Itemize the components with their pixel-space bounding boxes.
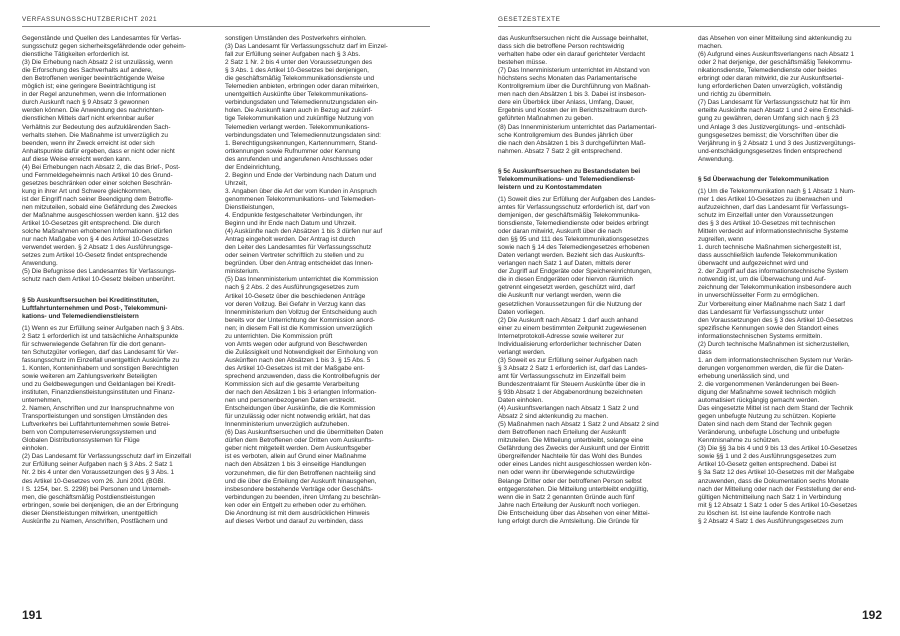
text-line: Gegenstände und Quellen des Landesamtes für Verfas- <box>22 35 182 42</box>
text-line: (6) Aufgrund eines Auskunftsverlangens nach Absatz 1 <box>698 51 855 59</box>
text-line: amtes für Verfassungsschutz erforderlich ist, darf von <box>498 203 650 211</box>
text-line: ist der Eingriff nach seiner Beendigung dem Betroffe- <box>22 195 174 203</box>
text-line: § 2 Absatz 4 Satz 1 des Ausführungsgesetzes zum <box>698 517 843 525</box>
text-line: 4. Endpunkte festgeschalteter Verbindungen, ihr <box>225 212 363 220</box>
text-line: solche Maßnahmen erhobenen Informationen dürfen <box>22 228 173 236</box>
text-line: oder daran mitwirkt, Auskunft über die nach <box>498 228 622 236</box>
text-line: (4) Auskunftsverlangen nach Absatz 1 Satz 2 und <box>498 405 639 413</box>
text-line: derungen vorgenommen werden, die für die Daten- <box>698 364 845 372</box>
text-line: sungsschutz gegen sicherheitsgefährdende oder geheim- <box>22 43 186 51</box>
text-line: verbindungen zu beenden, ihren Umfang zu beschrän- <box>225 493 381 501</box>
text-line: wenn die in Satz 2 genannten Gründe auch fünf <box>498 493 635 501</box>
text-line: ken oder ein Entgelt zu erheben oder zu erhöhen. <box>225 501 367 509</box>
text-line: Die Anordnung ist mit dem ausdrücklichen Hinweis <box>225 509 370 517</box>
text-line: spezifische Kennungen sowie den Standort eines <box>698 324 839 332</box>
right-page <box>450 0 900 636</box>
text-line: die Zulässigkeit und Notwendigkeit der Einholung von <box>225 348 378 356</box>
text-line: nahmen. Absatz 7 Satz 2 gilt entsprechend. <box>498 147 623 155</box>
text-line: nikationsdienste, Telemediendienste oder beides <box>698 67 837 75</box>
text-line: (3) Die §§ 3a bis 4 und 9 bis 13 des Artikel 10-Gesetzes <box>698 445 858 453</box>
text-line: mer 1 des Artikel 10-Gesetzes zu überwachen und <box>698 195 843 203</box>
page-number: 191 <box>22 608 43 622</box>
text-line: men nach den Absätzen 1 bis 3. Dabei ist insbeson- <box>498 91 647 99</box>
left-page-column-1 <box>22 35 218 597</box>
text-line: holen. Die Auskunft kann auch in Bezug auf zukünf- <box>225 107 373 115</box>
text-line: Artikel 10-Gesetz über die beschiedenen Anträge <box>225 292 366 300</box>
text-line: Daten einholen. <box>498 397 544 405</box>
text-line: das Auskunftsersuchen nicht die Aussage beinhaltet, <box>498 35 649 42</box>
text-line: das Landesamt für Verfassungsschutz unter <box>698 308 824 316</box>
text-line: der nach den Absätzen 1 bis 3 erlangten Information- <box>225 389 377 397</box>
text-line: verwendet werden. § 2 Absatz 1 des Ausführungsge- <box>22 244 173 252</box>
text-line: Anhaltspunkte dafür ergeben, dass er nicht oder nicht <box>22 147 175 155</box>
text-line: und Anlage 3 des Justizvergütungs- und -entschädi- <box>698 123 847 131</box>
text-line: amt für Verfassungsschutz im Einzelfall beim <box>498 372 626 380</box>
text-line: (5) Maßnahmen nach Absatz 1 Satz 2 und Absatz 2 sind <box>498 421 659 429</box>
text-line: § 5c Auskunftsersuchen zu Bestandsdaten bei <box>498 167 641 175</box>
text-line: gungsgesetzes bemisst; die Vorschriften über die <box>698 131 839 139</box>
text-line: beenden, wenn ihr Zweck erreicht ist oder sich <box>22 139 155 147</box>
text-line: nach § 2 Abs. 2 des Ausführungsgesetzes zum <box>225 284 359 292</box>
text-line: bern von Computerreservierungssystemen und <box>22 429 157 437</box>
text-line: (3) Die Erhebung nach Absatz 2 ist unzulässig, wenn <box>22 59 173 67</box>
text-line: dere ein Überblick über Anlass, Umfang, Dauer, <box>498 99 634 107</box>
text-line: Bundeszentralamt für Steuern Auskünfte über die in <box>498 380 646 388</box>
text-line: nen; in diesem Fall ist die Kommission unverzüglich <box>225 324 373 332</box>
text-line: § 3 Abs. 1 des Artikel 10-Gesetzes bei denjenigen, <box>225 67 369 75</box>
text-line: einer zu einem bestimmten Zeitpunkt zugewiesenen <box>498 324 647 332</box>
text-line: die Erforschung des Sachverhalts auf andere, <box>22 67 153 75</box>
text-line: § 5b Auskunftsersuchen bei Kreditinstituten, <box>22 296 159 304</box>
text-line: Telemedien verlangt werden. Telekommunikations- <box>225 123 370 131</box>
text-line: automatisiert rückgängig gemacht werden. <box>698 397 820 405</box>
text-line: Kommission sich auf die gesamte Verarbeitung <box>225 381 360 389</box>
text-line: einholen. <box>22 445 49 453</box>
text-line: 1. durch technische Maßnahmen sichergestellt ist, <box>698 244 842 252</box>
text-line: instituten, Finanzdienstleistungsinstituten und Finanz- <box>22 389 175 397</box>
text-line: geber nicht mitgeteilt werden. Dem Auskunftsgeber <box>225 445 371 453</box>
text-line: oder 2 hat derjenige, der geschäftsmäßig Telekommu- <box>698 59 853 67</box>
text-line: unternehmen, <box>22 397 62 405</box>
right-page-column-1 <box>498 35 694 597</box>
text-line: verlangt werden. <box>498 348 546 356</box>
text-line: sonstigen Umständen des Postverkehrs einholen. <box>225 35 367 42</box>
text-line: nach der Mitteilung oder nach der Feststellung der end- <box>698 485 857 493</box>
text-line: 2. Namen, Anschriften und zur Inanspruchnahme von <box>22 405 175 413</box>
text-line: Verhältnis zur Bedeutung des aufzuklärenden Sach- <box>22 123 171 131</box>
text-line: werden können. Die Anwendung des nachrichten- <box>22 107 165 115</box>
text-line: das Absehen von einer Mitteilung sind aktenkundig zu <box>698 35 852 42</box>
text-line: Internetprotokoll-Adresse sowie weiterer zur <box>498 332 624 340</box>
text-line: Globalen Distributionssystemen für Flüge <box>22 437 140 445</box>
text-line: kations- und Telemediendienstleistern <box>22 312 139 320</box>
text-line: gültigen Nichtmitteilung nach Satz 1 in Verbindung <box>698 493 842 501</box>
text-line: tige Telekommunikation und zukünftige Nutzung von <box>225 115 374 123</box>
text-line: möglich ist; eine geringere Beeinträchtigung ist <box>22 83 156 91</box>
text-line: mitzuteilen. Die Mitteilung unterbleibt, solange eine <box>498 437 644 445</box>
right-page-column-2 <box>698 35 894 597</box>
text-line: 2 Satz 1 Nr. 2 bis 4 unter den Voraussetzungen des <box>225 59 373 67</box>
text-line: Die Entscheidung über das Absehen von einer Mittei- <box>498 509 650 517</box>
text-line: übergreifender Nachteile für das Wohl des Bundes <box>498 453 643 461</box>
text-line: getrennt eingesetzt werden, geschützt wird, darf <box>498 284 636 292</box>
running-head: GESETZESTEXTE <box>498 16 561 23</box>
text-line: Daten vorliegen. <box>498 308 545 316</box>
text-line: und Fernmeldegeheimnis nach Artikel 10 des Grund- <box>22 171 173 179</box>
text-line: erbringt oder daran mitwirkt, die zur Auskunftsertei- <box>698 75 844 83</box>
text-line: zugreifen, wenn <box>698 236 744 244</box>
text-line: auf dieses Verbot und darauf zu verbinden, dass <box>225 517 364 525</box>
text-line: (5) Das Innenministerium unterrichtet die Kommission <box>225 276 379 284</box>
text-line: Anwendung. <box>22 260 58 268</box>
text-line: dass ausschließlich laufende Telekommunikation <box>698 252 838 260</box>
text-line: Kenntnisnahme zu schützen. <box>698 437 781 445</box>
text-line: Das eingesetzte Mittel ist nach dem Stand der Technik <box>698 405 853 413</box>
text-line: Gefährdung des Zwecks der Auskunft und der Eintritt <box>498 445 650 453</box>
text-line: gesetzlichen Voraussetzungen für die Nutzung der <box>498 300 642 308</box>
text-line: oder eines Landes nicht ausgeschlossen werden kön- <box>498 461 652 469</box>
text-line: gung zu gewähren, deren Umfang sich nach § 23 <box>698 115 839 123</box>
text-line: sowie weiteren am Zahlungsverkehr Beteiligten <box>22 372 157 380</box>
text-line: Luftfahrtunternehmen und Post-, Telekommuni- <box>22 304 168 312</box>
text-line: fall zur Erfüllung seiner Aufgaben nach § 3 Abs. <box>225 51 361 59</box>
text-line: 1. Berechtigungskennungen, Kartennummern, Stand- <box>225 139 378 147</box>
text-line: erbringen, sowie bei denjenigen, die an der Erbringung <box>22 501 179 509</box>
text-line: und-entschädigungsgesetzes finden entsprechend <box>698 147 842 155</box>
section-heading-5d <box>698 176 894 184</box>
text-line: Kontrollgremium über die Durchführung von Maßnah- <box>498 83 651 91</box>
text-line: unentgeltlich Auskünfte über Telekommunikations- <box>225 91 369 99</box>
text-line: 2. Beginn und Ende der Verbindung nach Datum und <box>225 171 377 179</box>
text-line: I S. 1254, ber. S. 2298) bei Personen und Unterneh- <box>22 485 171 493</box>
text-line: bereits vor der Unterrichtung der Kommission anord- <box>225 316 375 324</box>
text-line: dass sich die betroffene Person rechtswidrig <box>498 43 625 51</box>
text-line: nen oder wenn ihr überwiegende schutzwürdige <box>498 469 635 477</box>
text-line: (5) Die Befugnisse des Landesamtes für Verfassungs- <box>22 268 177 276</box>
text-line: Artikel 10-Gesetz gelten entsprechend. Dabei ist <box>698 461 837 469</box>
text-line: § 93b Absatz 1 der Abgabenordnung bezeichneten <box>498 389 643 397</box>
text-line: ortkennungen sowie Rufnummer oder Kennung <box>225 147 361 155</box>
text-line: nach den Absätzen 1 bis 3 einseitige Handlungen <box>225 461 367 469</box>
text-line: den Leiter des Landesamtes für Verfassungsschutz <box>225 244 372 252</box>
text-line: zu löschen ist. Ist eine laufende Kontrolle nach <box>698 509 831 517</box>
text-line: mit § 12 Absatz 1 Satz 1 oder 5 des Artikel 10-Gesetzes <box>698 501 858 509</box>
text-line: der Zugriff auf Endgeräte oder Speichereinrichtungen, <box>498 268 652 276</box>
text-line: entgegenstehen. Die Mitteilung unterbleibt endgültig, <box>498 485 649 493</box>
text-line: leistern und zu Kontostammdaten <box>498 183 602 191</box>
text-line: fassungsschutz im Einzelfall unentgeltlich Auskünfte zu <box>22 356 180 364</box>
text-line: verlangen nach Satz 1 auf Daten, mittels derer <box>498 260 631 268</box>
text-line: (2) Durch technische Maßnahmen ist sicherzustellen, <box>698 340 850 348</box>
text-line: lung erforderlichen Daten unverzüglich, vollständig <box>698 83 843 91</box>
text-line: Artikel 10-Gesetzes gilt entsprechend. Die durch <box>22 220 161 228</box>
running-head: VERFASSUNGSSCHUTZBERICHT 2021 <box>22 16 158 23</box>
text-line: ist es verboten, allein auf Grund einer Maßnahme <box>225 453 367 461</box>
text-line: (2) Die Auskunft nach Absatz 1 darf auch anhand <box>498 316 638 324</box>
text-line: den Betroffenen weniger beeinträchtigende Weise <box>22 75 165 83</box>
text-line: die nach den Absätzen 1 bis 3 durchgeführten Maß- <box>498 139 646 147</box>
text-line: dienstlichen Mittels darf nicht erkennbar außer <box>22 115 155 123</box>
text-line: Daten verlangt werden. Bezieht sich das Auskunfts- <box>498 252 646 260</box>
text-line: 2. die vorgenommenen Veränderungen bei Been- <box>698 380 840 388</box>
text-line: 1. an dem informationstechnischen System nur Verän- <box>698 356 853 364</box>
text-line: 2. der Zugriff auf das informationstechnische System <box>698 268 849 276</box>
text-line: ministerium. <box>225 268 260 276</box>
text-line: erhebung unerlässlich sind, und <box>698 372 789 380</box>
text-line: genommenen Telekommunikations- und Telemedien- <box>225 195 376 203</box>
text-line: überwacht und aufgezeichnet wird und <box>698 260 809 268</box>
text-line: verbindungsdaten und Telemediennutzungsdaten sind: <box>225 131 381 139</box>
text-line: der Maßnahme ausgeschlossen werden kann. §12 des <box>22 212 179 220</box>
text-line: gesetzes beschränken oder einer solchen Beschrän- <box>22 179 173 187</box>
text-line: und zu Geldbewegungen und Geldanlagen bei Kredit- <box>22 380 176 388</box>
text-line: Nr. 2 bis 4 unter den Voraussetzungen des § 3 Abs. 1 <box>22 469 175 477</box>
text-line: erteilte Auskünfte nach Absatz 1 und 2 eine Entschädi- <box>698 107 854 115</box>
text-line: Absatz 2 sind aktenkundig zu machen. <box>498 413 609 421</box>
text-line: und die über die Erteilung der Auskunft hinausgehen, <box>225 477 377 485</box>
text-line: in unverschlüsselter Form zu ermöglichen. <box>698 292 819 300</box>
text-line: tionsdienste, Telemediendienste oder beides erbringt <box>498 220 649 228</box>
text-line: Zur Vorbereitung einer Maßnahme nach Satz 1 darf <box>698 300 846 308</box>
text-line: des Artikel 10-Gesetzes ist mit der Maßgabe ent- <box>225 364 365 372</box>
text-line: lung erfolgt durch die Amtsleitung. Die Gründe für <box>498 517 639 525</box>
text-line: (4) Auskünfte nach den Absätzen 1 bis 3 dürfen nur auf <box>225 228 383 236</box>
text-line: begründen. Über den Antrag entscheidet das Innen- <box>225 260 374 268</box>
text-line: auf diese Weise erreicht werden kann. <box>22 155 132 163</box>
text-line: (3) Das Landesamt für Verfassungsschutz darf im Einzel- <box>225 43 388 51</box>
text-line: die geschäftsmäßig Telekommunikationsdienste und <box>225 75 375 83</box>
text-line: sprechend anzuwenden, dass die Kontrollbefugnis der <box>225 372 380 380</box>
text-line: (6) Das Auskunftsersuchen und die übermittelten Daten <box>225 429 384 437</box>
text-line: des § 3 des Artikel 10-Gesetzes mit technischen <box>698 220 836 228</box>
text-line: zu unterrichten. Die Kommission prüft <box>225 332 333 340</box>
text-line: Transportleistungen und sonstigen Umständen des <box>22 413 168 421</box>
text-line: vorzunehmen, die für den Betroffenen nachteilig sind <box>225 469 376 477</box>
text-line: die Auskunft nur verlangt werden, wenn die <box>498 292 622 300</box>
text-line: oder seinen Vertreter schriftlich zu stellen und zu <box>225 252 364 260</box>
text-line: Telemedien anbieten, erbringen oder daran mitwirken, <box>225 83 379 91</box>
text-line: digung der Maßnahme soweit technisch möglich <box>698 389 836 397</box>
text-line: schutz nach dem Artikel 10-Gesetz bleiben unberührt. <box>22 276 176 284</box>
text-line: die in diesen Endgeräten oder hiervon räumlich <box>498 276 633 284</box>
text-line: für schwerwiegende Gefahren für die dort genann- <box>22 340 166 348</box>
text-line: men, die geschäftsmäßig Postdienstleistungen <box>22 493 156 501</box>
text-line: des Artikel 10-Gesetzes vom 26. Juni 2001 (BGBl. <box>22 477 166 485</box>
text-line: in der Regel anzunehmen, wenn die Informationen <box>22 91 167 99</box>
text-line: Dienstleistungen, <box>225 203 275 211</box>
text-line: Luftverkehrs bei Luftfahrtunternehmen sowie Betrei- <box>22 421 171 429</box>
text-line: Individualisierung erforderlicher technischer Daten <box>498 340 642 348</box>
text-line: dieser Dienstleistungen mitwirken, unentgeltlich <box>22 509 158 517</box>
text-line: dürfen dem Betroffenen oder Dritten vom Auskunfts- <box>225 437 374 445</box>
text-line: Anwendung. <box>698 155 734 163</box>
text-line: Ergebnis und Kosten der im Berichtszeitraum durch- <box>498 107 648 115</box>
text-line: von Amts wegen oder aufgrund von Beschwerden <box>225 340 368 348</box>
text-line: demjenigen, der geschäftsmäßig Telekommunika- <box>498 211 640 219</box>
text-line: sowie §§ 1 und 2 des Ausführungsgesetzes zum <box>698 453 837 461</box>
text-line: der Endeinrichtung, <box>225 163 281 171</box>
text-line: nen mitzuteilen, sobald eine Gefährdung des Zweckes <box>22 203 177 211</box>
text-line: informationstechnischen Systems ermitteln. <box>698 332 823 340</box>
text-line: insbesondere bestehende Verträge oder Geschäfts- <box>225 485 373 493</box>
header-rule <box>498 26 880 27</box>
text-line: (2) Das Landesamt für Verfassungsschutz darf im Einzelfall <box>22 453 191 461</box>
text-line: den Voraussetzungen des § 3 des Artikel 10-Gesetzes <box>698 316 853 324</box>
text-line: Innenministerium unverzüglich aufzuheben. <box>225 421 350 429</box>
text-line: Veränderung, unbefugte Löschung und unbefugte <box>698 429 840 437</box>
text-line: höchstens sechs Monaten das Parlamentarische <box>498 75 637 83</box>
text-line: sche Kontrollgremium des Bundes jährlich über <box>498 131 633 139</box>
text-line: (1) Wenn es zur Erfüllung seiner Aufgaben nach § 3 Abs. <box>22 324 184 332</box>
text-line: Antrag eingeholt werden. Der Antrag ist durch <box>225 236 356 244</box>
text-line: Jahre nach Erteilung der Auskunft noch vorliegen. <box>498 501 641 509</box>
text-line: Auskünften nach den Absätzen 1 bis 3. § 15 Abs. 5 <box>225 356 371 364</box>
text-line: gegen unbefugte Nutzung zu schützen. Kopierte <box>698 413 836 421</box>
text-line: (1) Soweit dies zur Erfüllung der Aufgaben des Landes- <box>498 195 656 203</box>
text-line: zur Erfüllung seiner Aufgaben nach § 3 Abs. 2 Satz 1 <box>22 461 173 469</box>
text-line: (7) Das Landesamt für Verfassungsschutz hat für ihm <box>698 99 851 107</box>
text-line: (8) Das Innenministerium unterrichtet das Parlamentari- <box>498 123 657 131</box>
text-line: machen. <box>698 43 723 51</box>
text-line: und richtig zu übermitteln. <box>698 91 772 99</box>
text-line: 2 Satz 1 erforderlich ist und tatsächliche Anhaltspunkte <box>22 332 179 340</box>
text-line: durch Auskunft nach § 9 Absatz 3 gewonnen <box>22 99 150 107</box>
text-line: setzes zum Artikel 10-Gesetz findet entsprechende <box>22 252 168 260</box>
text-line: § 5d Überwachung der Telekommunikation <box>698 175 829 183</box>
text-line: (4) Bei Erhebungen nach Absatz 2, die das Brief-, Post- <box>22 163 181 171</box>
text-line: Entscheidungen über Auskünfte, die die Kommission <box>225 405 376 413</box>
page-number: 192 <box>862 608 883 622</box>
text-line: (3) Soweit es zur Erfüllung seiner Aufgaben nach <box>498 356 638 364</box>
text-line: 1. Konten, Konteninhabern und sonstigen Berechtigten <box>22 364 179 372</box>
text-line: Verjährung in § 2 Absatz 1 und 3 des Justizvergütungs- <box>698 139 856 147</box>
text-line: des anrufenden und angerufenen Anschlusses oder <box>225 155 373 163</box>
text-line: verhalts stehen. Die Maßnahme ist unverzüglich zu <box>22 131 168 139</box>
text-line: dienstliche Tätigkeiten erforderlich ist. <box>22 51 130 59</box>
text-line: ten Schutzgüter vorliegen, darf das Landesamt für Ver- <box>22 348 179 356</box>
text-line: schutz im Einzelfall unter den Voraussetzungen <box>698 211 834 219</box>
text-line: Mitteln verdeckt auf informationstechnische Systeme <box>698 228 849 236</box>
text-line: Telekommunikations- und Telemediendienst- <box>498 175 636 183</box>
text-line: notwendig ist, um die Überwachung und Auf- <box>698 276 826 284</box>
text-line: für unzulässig oder nicht notwendig erklärt, hat das <box>225 413 371 421</box>
text-line: nur nach Maßgabe von § 4 des Artikel 10-Gesetzes <box>22 236 169 244</box>
text-line: kung in ihrer Art und Schwere gleichkommen, <box>22 187 152 195</box>
text-line: zeichnung der Telekommunikation insbesondere auch <box>698 284 852 292</box>
text-line: Uhrzeit, <box>225 179 248 187</box>
text-line: verbindungsdaten und Telemediennutzungsdaten ein- <box>225 99 379 107</box>
text-line: anzuwenden, dass die Dokumentation sechs Monate <box>698 477 850 485</box>
text-line: sowie nach § 14 des Telemediengesetzes erhobenen <box>498 244 650 252</box>
text-line: (7) Das Innenministerium unterrichtet im Abstand von <box>498 67 650 75</box>
text-line: Auskünfte zu Namen, Anschriften, Postfächern und <box>22 517 168 525</box>
text-line: § 3a Satz 12 des Artikel 10-Gesetzes mit der Maßgabe <box>698 469 855 477</box>
left-page-column-2 <box>225 35 421 597</box>
text-line: verhalten habe oder ein darauf gerichteter Verdacht <box>498 51 646 59</box>
text-line: dass <box>698 348 712 356</box>
text-line: Innenministerium den Vollzug der Entscheidung auch <box>225 308 377 316</box>
text-line: nen und personenbezogenen Daten erstreckt. <box>225 397 356 405</box>
text-line: den §§ 95 und 111 des Telekommunikationsgesetzes <box>498 236 649 244</box>
text-line: vor deren Vollzug. Bei Gefahr in Verzug kann das <box>225 300 366 308</box>
text-line: bestehen müsse. <box>498 59 548 67</box>
text-line: aufzuzeichnen, darf das Landesamt für Verfassungs- <box>698 203 849 211</box>
section-heading-5b <box>22 297 218 321</box>
section-heading-5c <box>498 168 694 192</box>
text-line: § 3 Absatz 2 Satz 1 erforderlich ist, darf das Landes- <box>498 364 648 372</box>
text-line: (1) Um die Telekommunikation nach § 1 Absatz 1 Num- <box>698 187 856 195</box>
text-line: geführten Maßnahmen zu geben. <box>498 115 594 123</box>
text-line: dem Betroffenen nach Erteilung der Auskunft <box>498 429 626 437</box>
header-rule <box>22 26 430 27</box>
text-line: Belange Dritter oder der betroffenen Person selbst <box>498 477 642 485</box>
text-line: 3. Angaben über die Art der vom Kunden in Anspruch <box>225 187 377 195</box>
text-line: Daten sind nach dem Stand der Technik gegen <box>698 421 832 429</box>
text-line: Beginn und ihr Ende nach Datum und Uhrzeit. <box>225 220 357 228</box>
